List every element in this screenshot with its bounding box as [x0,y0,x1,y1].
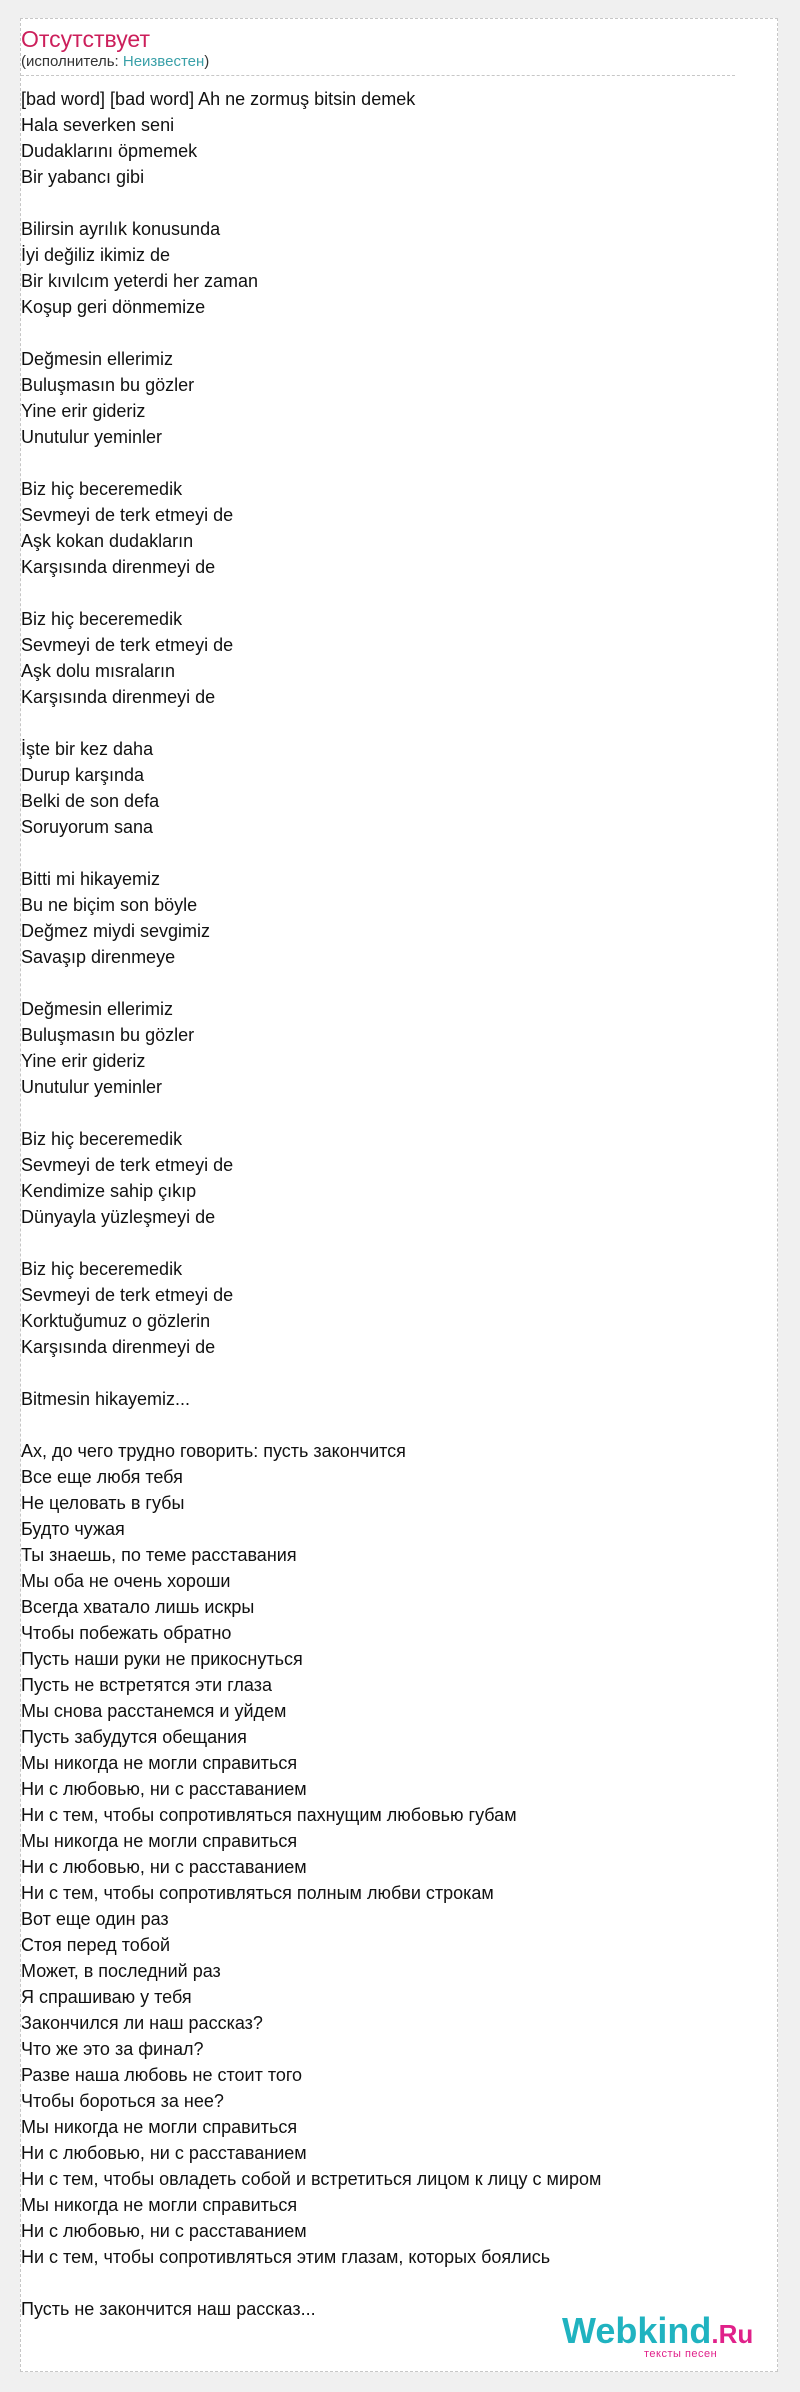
logo-suffix: .Ru [711,2319,754,2349]
artist-prefix: (исполнитель: [21,53,123,70]
lyric-line: Чтобы бороться за нее? [21,2091,224,2111]
lyric-line: Ни с любовью, ни с расставанием [21,1857,307,1877]
lyric-line: Unutulur yeminler [21,427,163,447]
lyric-blank-line [21,1412,741,1438]
lyric-line: Будто чужая [21,1519,125,1539]
lyric-line: Мы никогда не могли справиться [21,2117,298,2137]
lyric-line: Пусть забудутся обещания [21,1727,247,1747]
lyric-line: Что же это за финал? [21,2039,204,2059]
artist-link[interactable]: Неизвестен [122,53,205,70]
lyric-blank-line [21,970,741,996]
lyric-line: Dünyayla yüzleşmeyi de [21,1207,216,1227]
lyric-line: Sevmeyi de terk etmeyi de [21,635,234,655]
lyric-line: Kendimize sahip çıkıp [21,1181,197,1201]
song-title: Отсутствует [21,26,150,52]
lyric-line: Разве наша любовь не стоит того [21,2065,303,2085]
logo-tagline: тексты песен [644,2348,718,2360]
lyric-blank-line [21,840,741,866]
lyrics-text [21,86,741,2322]
logo-main-text: Webkind [562,2310,712,2351]
lyric-line: Bu ne biçim son böyle [21,895,198,915]
lyric-line: Ни с тем, чтобы сопротивляться пахнущим любовью губам [21,1805,517,1825]
lyric-blank-line [21,580,741,606]
lyric-line: Biz hiç beceremedik [21,479,183,499]
lyric-line: Вот еще один раз [21,1909,169,1929]
lyric-blank-line [21,320,741,346]
lyric-line: Мы никогда не могли справиться [21,1753,298,1773]
lyric-line: Sevmeyi de terk etmeyi de [21,1285,234,1305]
lyric-line: Karşısında direnmeyi de [21,1337,216,1357]
lyric-blank-line [21,190,741,216]
lyric-line: Buluşmasın bu gözler [21,375,195,395]
lyric-line: Ни с тем, чтобы сопротивляться полным любви строкам [21,1883,494,1903]
lyric-line: Biz hiç beceremedik [21,1259,183,1279]
lyric-line: Değmez miydi sevgimiz [21,921,211,941]
lyric-line: Пусть наши руки не прикоснуться [21,1649,303,1669]
lyric-line: Savaşıp direnmeye [21,947,176,967]
lyric-line: Мы снова расстанемся и уйдем [21,1701,287,1721]
lyric-line: Karşısında direnmeyi de [21,557,216,577]
lyric-line: Bir kıvılcım yeterdi her zaman [21,271,259,291]
lyric-blank-line [21,1230,741,1256]
lyric-line: Ни с тем, чтобы сопротивляться этим глазам, которых боялись [21,2247,551,2267]
lyric-line: Ты знаешь, по теме расставания [21,1545,297,1565]
lyric-line: Sevmeyi de terk etmeyi de [21,505,234,525]
lyric-line: Пусть не встретятся эти глаза [21,1675,272,1695]
lyric-line: Hala severken seni [21,115,175,135]
header-divider [21,75,735,76]
lyric-line: [bad word] [bad word] Ah ne zormuş bitsin demek [21,89,416,109]
lyric-blank-line [21,2270,741,2296]
lyric-line: Biz hiç beceremedik [21,1129,183,1149]
lyric-line: Karşısında direnmeyi de [21,687,216,707]
lyric-line: Закончился ли наш рассказ? [21,2013,263,2033]
lyric-line: Стоя перед тобой [21,1935,171,1955]
lyric-line: Bilirsin ayrılık konusunda [21,219,221,239]
lyric-line: Soruyorum sana [21,817,154,837]
lyric-line: Sevmeyi de terk etmeyi de [21,1155,234,1175]
lyric-blank-line [21,450,741,476]
lyric-line: Belki de son defa [21,791,160,811]
lyric-line: Пусть не закончится наш рассказ... [21,2299,316,2319]
lyric-line: Korktuğumuz o gözlerin [21,1311,211,1331]
lyric-line: Мы никогда не могли справиться [21,1831,298,1851]
lyric-line: Ни с любовью, ни с расставанием [21,2143,307,2163]
lyric-line: Aşk kokan dudakların [21,531,194,551]
lyric-line: Buluşmasın bu gözler [21,1025,195,1045]
lyric-line: Мы никогда не могли справиться [21,2195,298,2215]
webkind-logo[interactable] [562,2310,776,2366]
lyric-line: Мы оба не очень хороши [21,1571,231,1591]
lyric-line: Unutulur yeminler [21,1077,163,1097]
lyric-line: Может, в последний раз [21,1961,221,1981]
lyric-line: Не целовать в губы [21,1493,185,1513]
lyric-line: İyi değiliz ikimiz de [21,245,171,265]
lyric-blank-line [21,710,741,736]
lyric-line: Ни с любовью, ни с расставанием [21,1779,307,1799]
lyric-line: Yine erir gideriz [21,401,146,421]
lyric-line: Bir yabancı gibi [21,167,145,187]
lyric-line: Ни с любовью, ни с расставанием [21,2221,307,2241]
lyric-line: Ах, до чего трудно говорить: пусть закончится [21,1441,406,1461]
lyric-line: Bitmesin hikayemiz... [21,1389,191,1409]
lyric-blank-line [21,1100,741,1126]
lyric-line: Bitti mi hikayemiz [21,869,161,889]
lyric-line: Değmesin ellerimiz [21,999,174,1019]
lyric-line: Всегда хватало лишь искры [21,1597,255,1617]
lyric-line: Чтобы побежать обратно [21,1623,232,1643]
lyric-line: Yine erir gideriz [21,1051,146,1071]
lyric-line: Değmesin ellerimiz [21,349,174,369]
lyric-line: Dudaklarını öpmemek [21,141,198,161]
lyric-line: Durup karşında [21,765,145,785]
artist-line [21,52,209,72]
lyric-line: Я спрашиваю у тебя [21,1987,192,2007]
artist-suffix: ) [204,53,210,70]
lyric-blank-line [21,1360,741,1386]
lyric-line: İşte bir kez daha [21,739,154,759]
lyric-line: Koşup geri dönmemize [21,297,206,317]
lyric-line: Все еще любя тебя [21,1467,183,1487]
lyric-line: Biz hiç beceremedik [21,609,183,629]
lyric-line: Aşk dolu mısraların [21,661,176,681]
lyric-line: Ни с тем, чтобы овладеть собой и встретиться лицом к лицу с миром [21,2169,602,2189]
